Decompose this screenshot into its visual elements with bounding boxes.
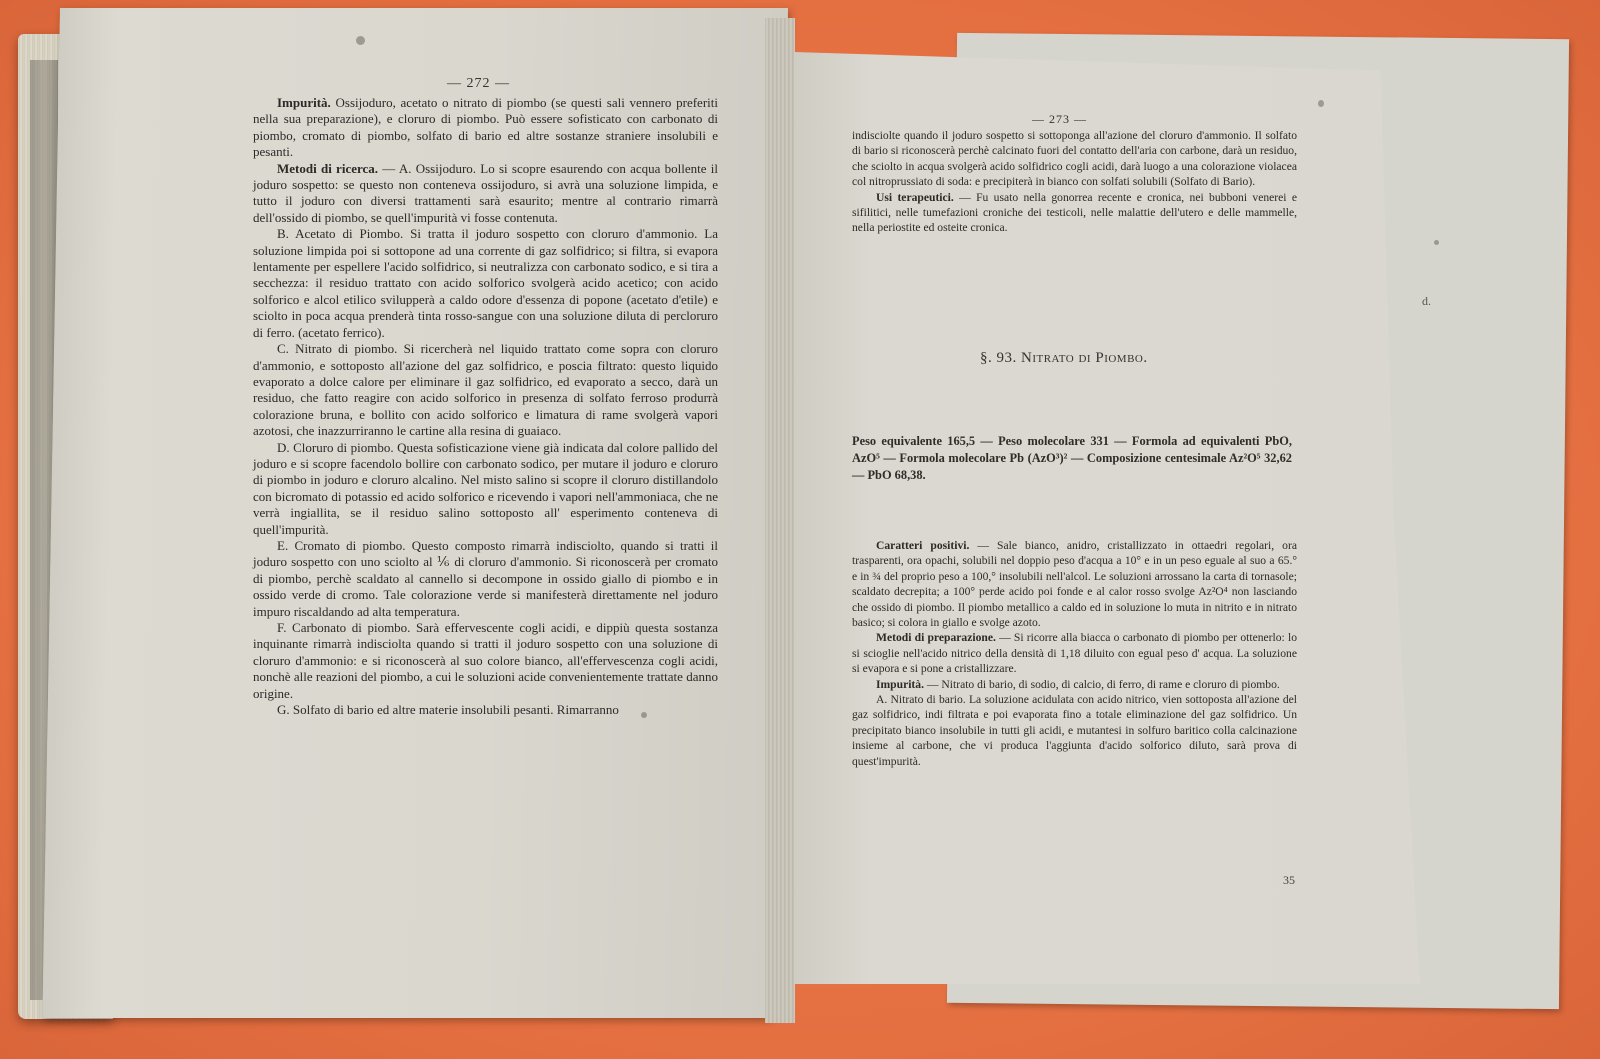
formula-block: Peso equivalente 165,5 — Peso molecolare 331 — Formola ad equivalenti PbO, AzO⁵ — Formola molecolare Pb (AzO³)² — Composizione centesimale Az²O⁵ 32,62 — PbO 68,38. — [852, 434, 1292, 482]
paragraph-text: G. Solfato di bario ed altre materie insolubili pesanti. Rimarranno — [277, 702, 619, 718]
paragraph-heading: Impurità. — [277, 95, 331, 110]
paragraph — [253, 341, 718, 439]
paragraph — [253, 95, 718, 161]
right-page-body-bottom — [852, 538, 1297, 769]
paragraph-text: B. Acetato di Piombo. Si tratta il joduro sospetto con cloruro d'ammonio. La soluzione limpida poi si sottopone ad una corrente di gaz solfidrico; si filtra, si evapora lentamente per espellere l'acido solfidrico, si neutralizza con carbonato sodico, e si tira a secchezza: il residuo trattato con acido solforico svolgerà acido acetico; con acido solforico e alcol etilico svilupperà a caldo odore d'essenza di popone (acetato d'etile) e sciolto in poca acqua prenderà tinta rosso-sangue con una soluzione diluta di percloruro di ferro. (acetato ferrico). — [253, 226, 718, 340]
back-sheet-mark: d. — [1422, 294, 1431, 308]
paper-spot — [356, 36, 365, 45]
paragraph — [852, 630, 1297, 676]
section-title: §. 93. Nitrato di Piombo. — [980, 350, 1148, 366]
paragraph — [253, 226, 718, 341]
paragraph-text: — Fu usato nella gonorrea recente e cronica, nei bubboni venerei e sifilitici, nelle tumefazioni croniche dei testicoli, nelle malattie dell'utero e delle mammelle, nella periostite ed osteite cronica. — [852, 190, 1298, 235]
paragraph-text: — Nitrato di bario, di sodio, di calcio, di ferro, di rame e cloruro di piombo. — [924, 677, 1280, 691]
paragraph-text: E. Cromato di piombo. Questo composto rimarrà indisciolto, quando si tratti il joduro sospetto con uno sciolto al ⅙ di cloruro d'ammonio. Si riconoscerà per cromato di piombo, perchè scaldato al cannello si decompone in ossido giallo di piombo e in ossido verde di cromo. Tale colorazione verde si manifesterà direttamente nel joduro impuro riscaldando ad alta temperatura. — [253, 537, 718, 619]
paper-spot — [1434, 240, 1439, 245]
right-page-body-top — [852, 128, 1297, 236]
paragraph-text: D. Cloruro di piombo. Questa sofisticazione viene già indicata dal colore pallido del joduro e si scopre facendolo bollire con carbonato sodico, per mutare il joduro e cloruro di piombo in joduro e cloruro alcalino. Nel misto salino si scopre il cloruro distillandolo con bicromato di potassio ed acido solforico e ricevendo i vapori nell'ammoniaca, che ne verrà ingiallita, se il residuo salino sottoposto all' esperimento conteneva di quell'impurità. — [253, 439, 718, 537]
paragraph — [852, 190, 1297, 236]
left-page-body — [253, 95, 718, 718]
paragraph-text: F. Carbonato di piombo. Sarà effervescente cogli acidi, e dippiù questa sostanza inquinante rimarrà indisciolta quando si tratti il joduro sospetto con una soluzione di cloruro d'ammonio: e si riconoscerà al suo colore bianco, all'effervescenza cogli acidi, nonchè alle reazioni del piombo, a cui le soluzioni acide convenientemente trattate danno origine. — [253, 620, 718, 701]
paragraph — [253, 702, 718, 718]
paragraph-text: — A. Ossijoduro. Lo si scopre esaurendo con acqua bollente il joduro sospetto: se questo non conteneva ossijoduro, si avrà una soluzione limpida, e tutto il joduro con diversi trattamenti sarà esaurito; mentre al contrario rimarrà dell'ossido di piombo, se quell'impurità vi fosse contenuta. — [253, 160, 718, 225]
left-page-gutter — [765, 18, 795, 1023]
paragraph-text: indisciolte quando il joduro sospetto si sottoponga all'azione del cloruro d'ammonio. Il solfato di bario si riconoscerà perchè calcinato fuori del contatto dell'aria con carbone, darà un residuo, che sciolto in acqua svolgerà acido solfidrico cogli acidi, darà luogo a una colorazione violacea col nitroprussiato di soda: e precipiterà in bianco con solfati solubili (Solfato di Bario). — [852, 129, 1297, 189]
paragraph-text: A. Nitrato di bario. La soluzione acidulata con acido nitrico, vien sottoposta all'azione del gaz solfidrico, indi filtrata e poi evaporata fino a totale eliminazione del gaz solfidrico. Un precipitato bianco insolubile in tutti gli acidi, e mutantesi in solfuro baritico colla calcinazione insieme al carbone, che vi produca l'aggiunta d'acido solforico diluto, sarà prova di quest'impurità. — [852, 693, 1297, 768]
paragraph — [253, 620, 718, 702]
paragraph — [852, 692, 1297, 769]
left-page-number: — 272 — — [447, 76, 510, 91]
paragraph — [253, 440, 718, 538]
paper-spot — [1318, 100, 1324, 107]
paragraph-heading: Impurità. — [876, 677, 924, 691]
paragraph — [253, 538, 718, 620]
paragraph — [852, 677, 1297, 692]
right-page-number: — 273 — — [1032, 112, 1087, 126]
paragraph-text: C. Nitrato di piombo. Si ricercherà nel liquido trattato come sopra con cloruro d'ammonio, e sottoposto all'azione del gaz solfidrico, e poscia filtrato: questo liquido evaporato a dolce calore per eliminare il gaz solfidrico, ed evaporato a secco, darà un residuo, che fatto reagire con acido solforico in presenza di solfato ferroso produrrà colorazione bruna, e bollito con acido solforico e limatura di rame svolgerà vapori azotosi, che inazzurriranno le cartine alla resina di guaiaco. — [253, 341, 718, 439]
paragraph-heading: Metodi di preparazione. — [876, 631, 996, 645]
paragraph-heading: Caratteri positivi. — [876, 539, 970, 552]
paragraph-text: — Sale bianco, anidro, cristallizzato in ottaedri regolari, ora trasparenti, ora opachi, solubili nel doppio peso d'acqua a 10° e in un peso eguale al suo a 65.° e in ¾ del proprio peso a 100,° insolubili nell'alcol. Le soluzioni arrossano la carta di tornasole; scaldato decrepita; a 100° perde acido poi fonde e al calor rosso svolge Az²O⁴ non lasciando che ossido di piombo. Il piombo metallico a caldo ed in soluzione lo muta in nitrito e in nitrato basico; si colora in giallo e svolge azoto. — [852, 539, 1297, 630]
paragraph-text: — Si ricorre alla biacca o carbonato di piombo per ottenerlo: lo si scioglie nell'acido nitrico della densità di 1,18 diluito con egual peso d' acqua. La soluzione si evapora e si pone a cristallizzare. — [852, 631, 1297, 676]
paragraph — [253, 161, 718, 227]
paragraph-text: Ossijoduro, acetato o nitrato di piombo (se questi sali vennero preferiti nella sua preparazione), e cloruro di piombo. Può essere sofisticato con carbonato di piombo, cromato di piombo, solfato di bario ed altre sostanze straniere insolubili e pesanti. — [253, 95, 718, 160]
signature-mark: 35 — [1283, 873, 1295, 887]
paragraph-heading: Metodi di ricerca. — [277, 160, 379, 176]
paragraph — [852, 538, 1297, 630]
paragraph — [852, 128, 1297, 190]
paragraph-heading: Usi terapeutici. — [876, 190, 954, 204]
